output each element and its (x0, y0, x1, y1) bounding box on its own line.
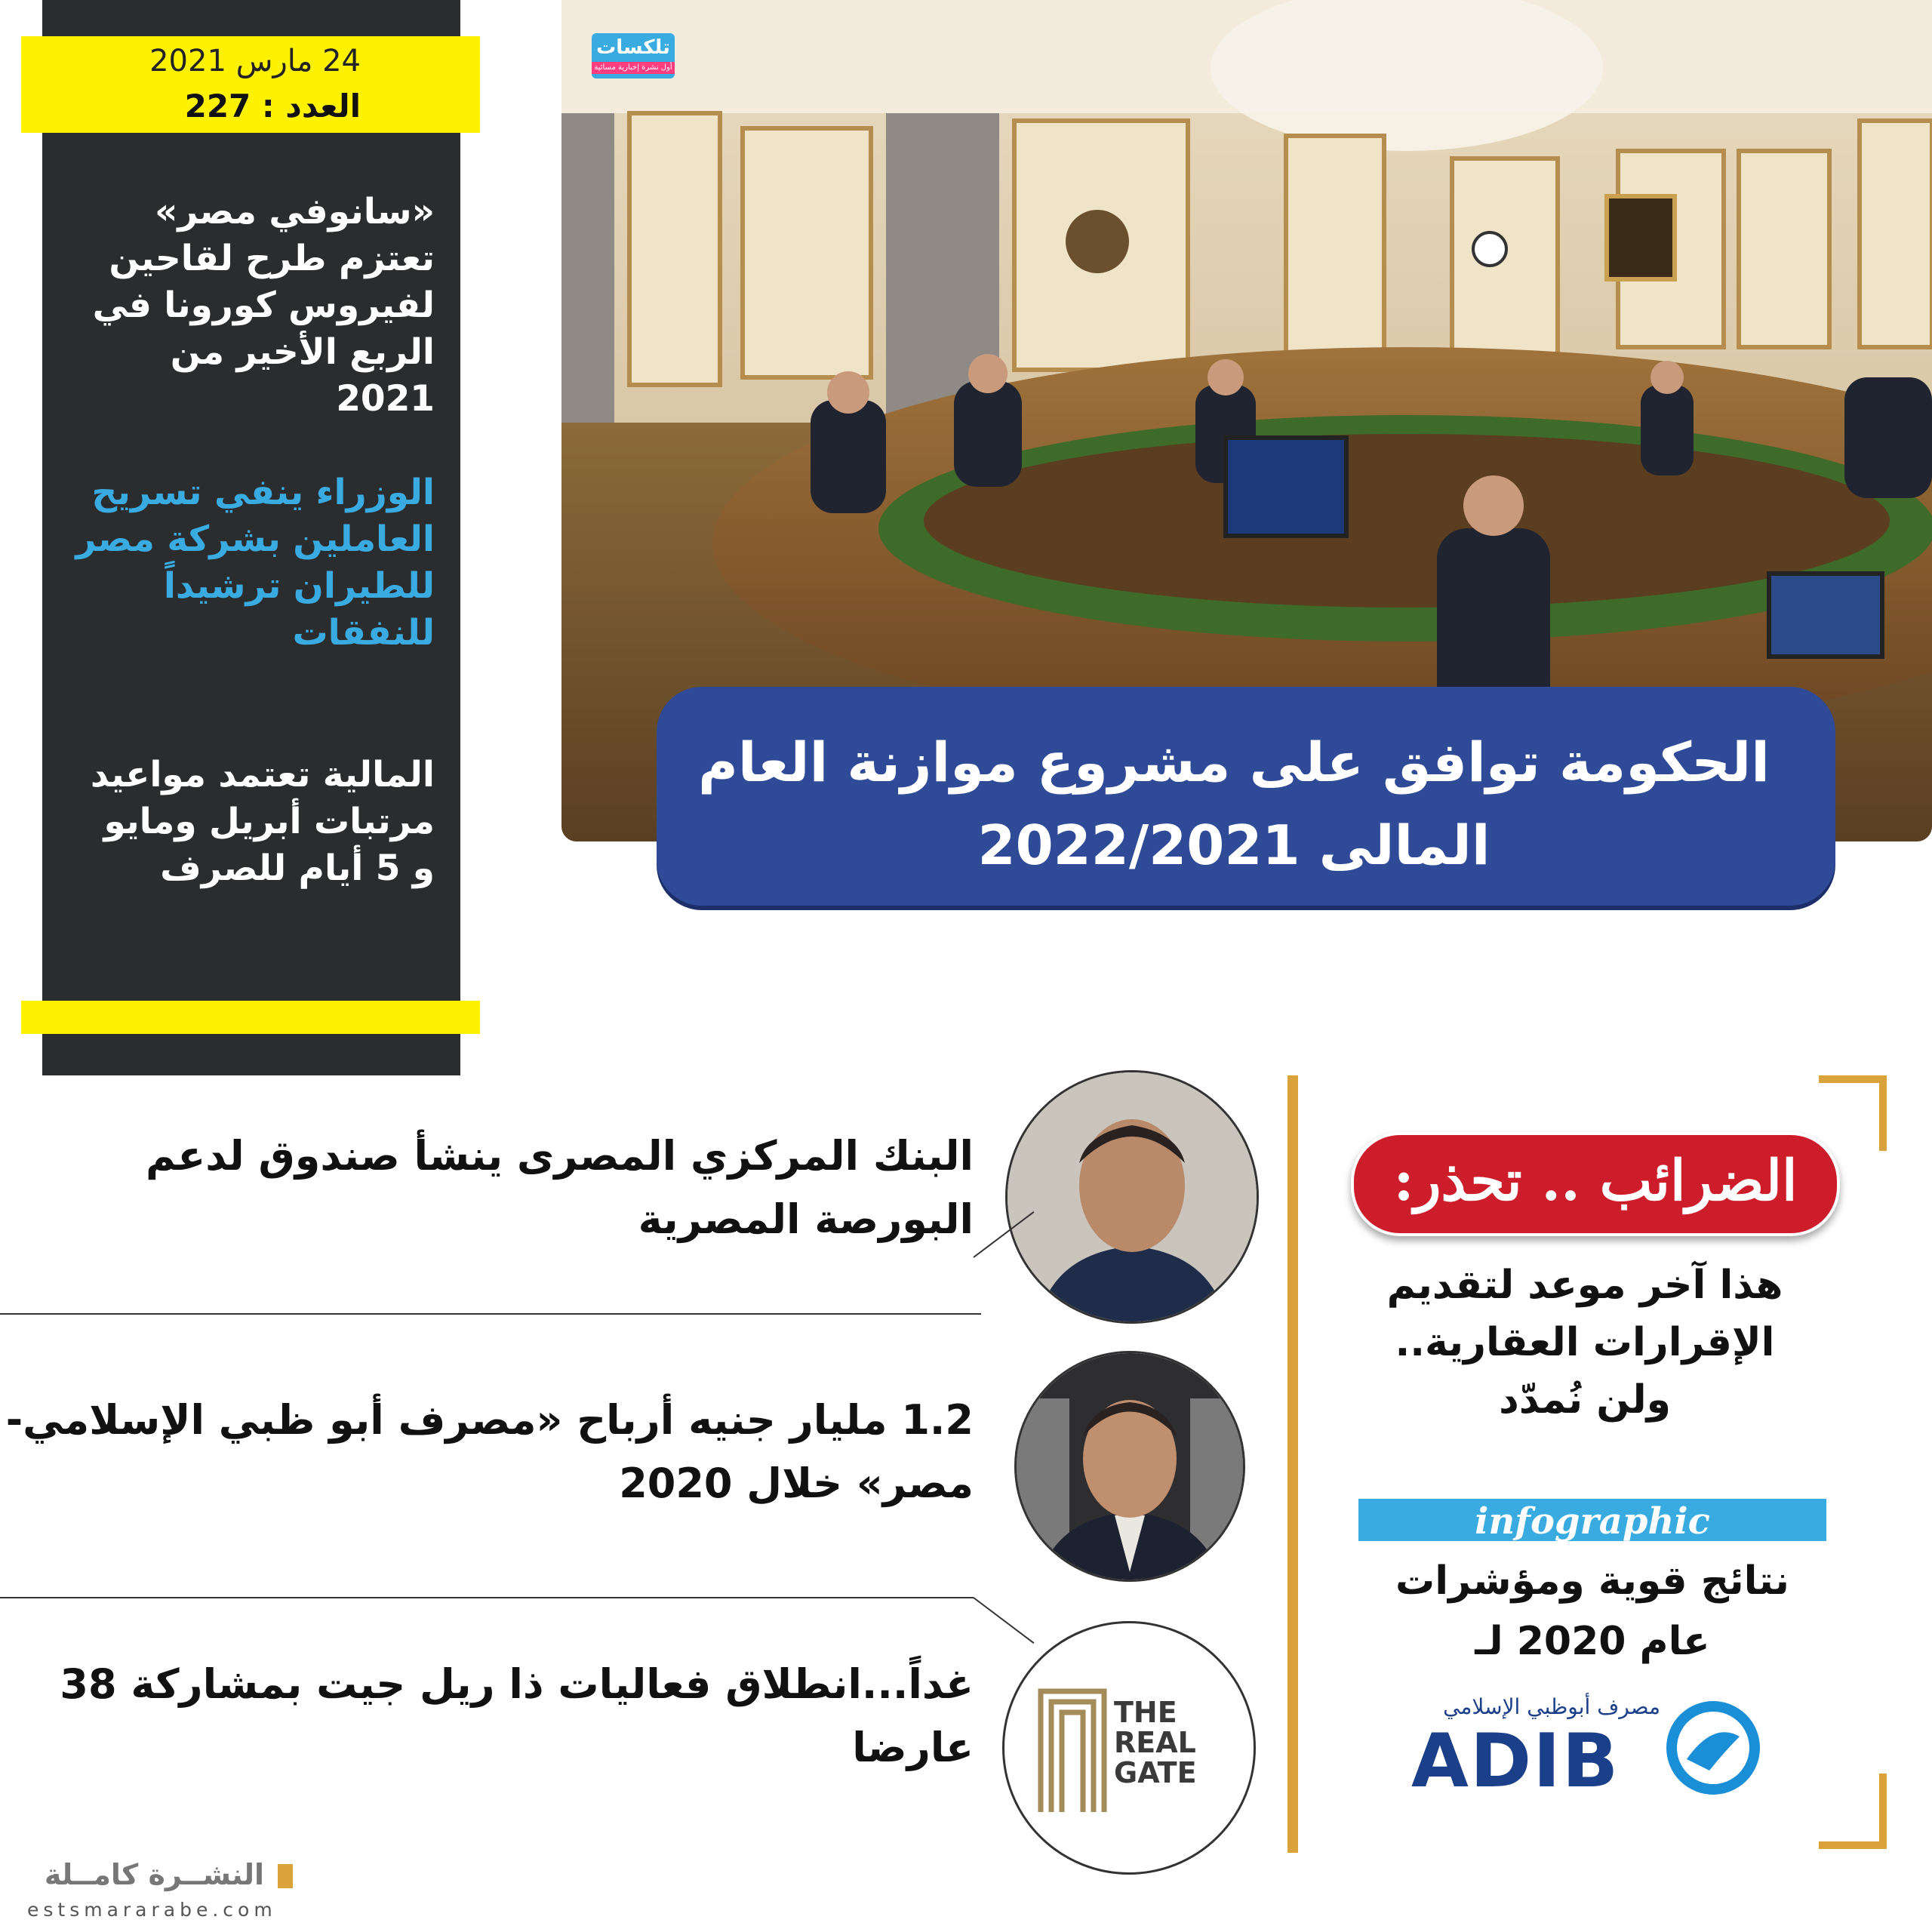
taxes-warning-badge (1351, 1132, 1840, 1236)
divider-2-connector (973, 1597, 1034, 1644)
adib-logo: مصرف أبوظبي الإسلامي ADIB (1411, 1694, 1804, 1800)
taxes-badge-label: الضرائب .. تحذر: (1393, 1149, 1798, 1214)
sidebar-news-3[interactable]: المالية تعتمد مواعيد مرتبات أبريل ومايو و 5 أيام للصرف (90, 754, 435, 889)
news-item-3-title[interactable]: غداً...انطلاق فعاليات ذا ريل جيت بمشاركة 38 عارضا (60, 1660, 974, 1771)
taxes-news[interactable]: هذا آخر موعد لتقديم الإقرارات العقارية.. ولن نُمدّد (1386, 1263, 1783, 1423)
news-item-1-title[interactable]: البنك المركزي المصرى ينشأ صندوق لدعم البورصة المصرية (145, 1132, 974, 1243)
bracket-bottom-vertical (1879, 1774, 1887, 1849)
divider-2 (0, 1597, 974, 1598)
issue-date: 24 مارس 2021 (149, 44, 361, 78)
infographic-title[interactable]: نتائج قوية ومؤشرات عام 2020 لـ (1395, 1558, 1789, 1664)
infographic-label-bar (1358, 1499, 1826, 1541)
sidebar-news-2[interactable]: الوزراء ينفي تسريح العاملين بشركة مصر للطيران ترشيداً للنفقات (75, 472, 435, 654)
footer-brand: النشــرة كامــلة (44, 1858, 264, 1891)
bracket-top-horizontal (1819, 1075, 1887, 1083)
the-real-gate-logo: THE REAL GATE (1002, 1621, 1256, 1875)
gold-vertical-bar (1287, 1075, 1298, 1853)
bracket-bottom-horizontal (1819, 1841, 1887, 1849)
footer-brand-mark (278, 1864, 293, 1888)
bracket-top-vertical (1879, 1075, 1887, 1151)
date-box (21, 36, 480, 133)
infographic-label: infographic (1475, 1500, 1710, 1543)
news-item-1-photo (1005, 1070, 1259, 1324)
news-item-2-photo (1014, 1351, 1245, 1582)
sidebar-news-1[interactable]: «سانوفي مصر» تعتزم طرح لقاحين لفيروس كورونا في الربع الأخير من 2021 (92, 191, 435, 420)
telexat-logo: تلكسات أول نشرة إخبارية مسائية (592, 33, 675, 78)
divider-1 (0, 1313, 981, 1315)
footer-url[interactable]: estsmararabe.com (27, 1899, 277, 1921)
issue-number: العدد : 227 (184, 88, 361, 125)
adib-globe-icon (1664, 1699, 1762, 1797)
news-item-2-title[interactable]: 1.2 مليار جنيه أرباح «مصرف أبو ظبي الإسلامي- مصر» خلال 2020 (5, 1396, 974, 1507)
sidebar-yellow-bar (21, 1001, 480, 1034)
main-headline-box[interactable] (657, 687, 1835, 906)
main-headline: الحكومة توافق على مشروع موازنة العام المالى 2022/2021 (698, 731, 1770, 877)
